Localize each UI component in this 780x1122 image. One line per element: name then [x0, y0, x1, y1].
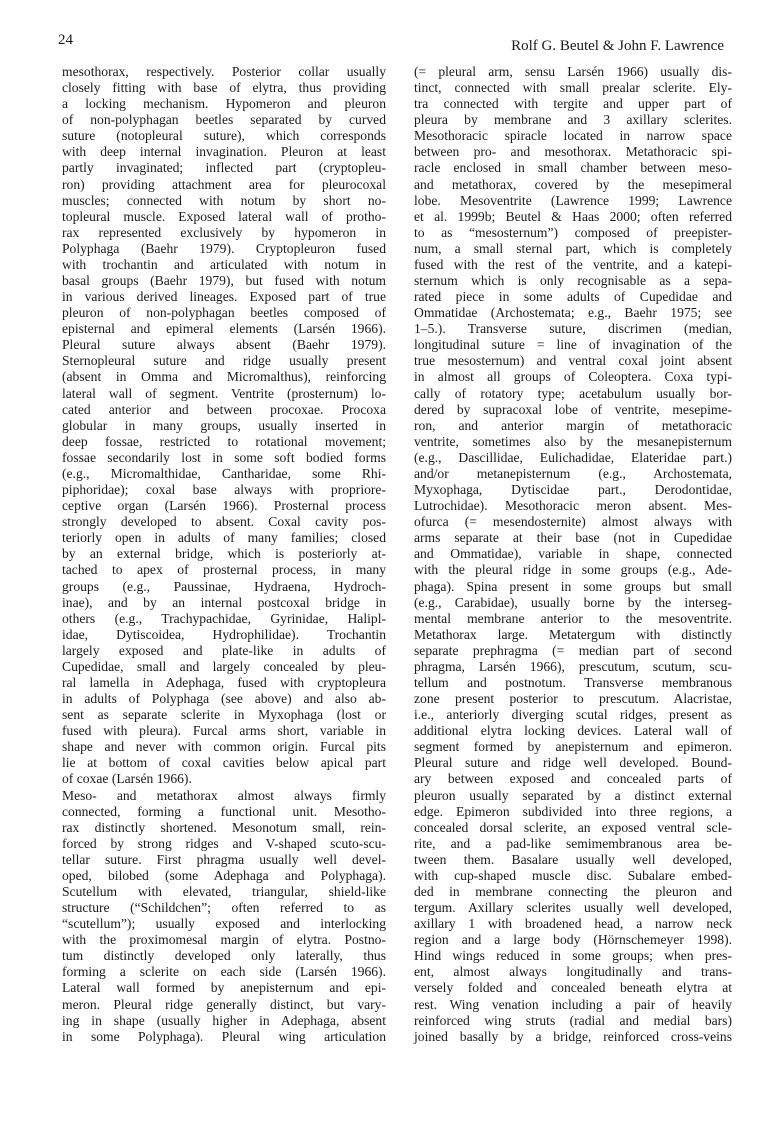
text-line: Cupedidae, small and largely concealed by pleu-: [62, 658, 386, 674]
text-line: sent as separate sclerite in Myxophaga (lost or: [62, 707, 386, 723]
text-line: forced by strong ridges and V-shaped scuto-scu-: [62, 835, 386, 851]
text-line: tinct, connected with small prealar sclerite. Ely-: [414, 80, 732, 96]
text-line: Scutellum with elevated, triangular, shield-like: [62, 883, 386, 899]
text-line: Meso- and metathorax almost always firmly: [62, 787, 386, 803]
text-line: fused with the rest of the ventrite, and a katepi-: [414, 256, 732, 272]
text-line: (e.g., Carabidae), usually borne by the interseg-: [414, 594, 732, 610]
page-number: 24: [58, 32, 73, 48]
text-line: Lutrochidae). Mesothoracic meron absent. Mes-: [414, 498, 732, 514]
text-line: pleuron usually separated by a distinct external: [414, 787, 732, 803]
text-line: sternum which is only recognisable as a sepa-: [414, 273, 732, 289]
text-line: tum distinctly developed only laterally, thus: [62, 948, 386, 964]
text-line: episternal and epimeral elements (Larsén 1966).: [62, 321, 386, 337]
text-line: to as “mesosternum”) composed of preepister-: [414, 224, 732, 240]
text-line: oped, bilobed (some Adephaga and Polyphaga).: [62, 867, 386, 883]
text-line: in various derived lineages. Exposed part of true: [62, 289, 386, 305]
text-line: (e.g., Dascillidae, Eulichadidae, Elateridae part.): [414, 449, 732, 465]
text-line: concealed dorsal sclerite, an exposed ventral scle-: [414, 819, 732, 835]
text-line: in some Polyphaga). Pleural wing articulation: [62, 1028, 386, 1044]
text-line: tra connected with tergite and upper part of: [414, 96, 732, 112]
text-line: tached to apex of prosternal process, in many: [62, 562, 386, 578]
text-line: ceptive organ (Larsén 1966). Prosternal process: [62, 498, 386, 514]
text-line: tellar suture. First phragma usually well devel-: [62, 851, 386, 867]
text-line: fossae secondarily lost in some soft bodied forms: [62, 449, 386, 465]
text-line: closely fitting with base of elytra, thus providing: [62, 80, 386, 96]
text-line: piphoridae); coxal base always with propriore-: [62, 482, 386, 498]
text-line: mental membrane anterior to the mesoventrite.: [414, 610, 732, 626]
right-column: [414, 64, 732, 1045]
text-line: in almost all groups of Coleoptera. Coxa typi-: [414, 369, 732, 385]
text-line: ventrite, sometimes also by the mesanepisternum: [414, 433, 732, 449]
text-line: pleura by membrane and 3 axillary sclerites.: [414, 112, 732, 128]
text-line: fused with pleura). Furcal arms short, variable in: [62, 723, 386, 739]
text-line: globular in many groups, usually inserted in: [62, 417, 386, 433]
text-line: mesothorax, respectively. Posterior collar usually: [62, 64, 386, 79]
text-line: ary between exposed and concealed parts of: [414, 771, 732, 787]
text-line: Sternopleural suture and ridge usually present: [62, 353, 386, 369]
text-line: reinforced wing struts (radial and medial bars): [414, 1012, 732, 1028]
text-line: Polyphaga (Baehr 1979). Cryptopleuron fused: [62, 240, 386, 256]
text-line: additional elytra locking devices. Lateral wall of: [414, 723, 732, 739]
text-line: rax distinctly shortened. Mesonotum small, rein-: [62, 819, 386, 835]
text-line: idae, Dytiscoidea, Hydrophilidae). Trochantin: [62, 626, 386, 642]
text-line: et al. 1999b; Beutel & Haas 2000; often referred: [414, 208, 732, 224]
text-line: longitudinal suture = line of invagination of the: [414, 337, 732, 353]
text-line: teriorly open in adults of many families; closed: [62, 530, 386, 546]
left-column: [62, 64, 386, 1045]
text-line: dered by supracoxal lobe of ventrite, mesepime-: [414, 401, 732, 417]
text-line: zone present posterior to prescutum. Alacristae,: [414, 691, 732, 707]
text-line: (absent in Omma and Micromalthus), reinforcing: [62, 369, 386, 385]
text-line: Mesothoracic spiracle located in narrow space: [414, 128, 732, 144]
text-line: of coxae (Larsén 1966).: [62, 771, 192, 787]
text-line: topleural muscle. Exposed lateral wall of protho-: [62, 208, 386, 224]
text-line: separate prephragma (= median part of second: [414, 642, 732, 658]
text-line: versely folded and concealed beneath elytra at: [414, 980, 732, 996]
text-line: edge. Epimeron subdivided into three regions, a: [414, 803, 732, 819]
text-line: Metathorax large. Metatergum with distinctly: [414, 626, 732, 642]
text-line: muscles; connected with notum by short no-: [62, 192, 386, 208]
text-line: cated anterior and between procoxae. Procoxa: [62, 401, 386, 417]
text-line: ral lamella in Adephaga, fused with cryptopleura: [62, 674, 386, 690]
text-line: ing in shape (usually higher in Adephaga, absent: [62, 1012, 386, 1028]
text-line: largely exposed and plate-like in adults of: [62, 642, 386, 658]
text-line: i.e., anteriorly diverging scutal ridges, present as: [414, 707, 732, 723]
text-line: by an external bridge, which is posteriorly at-: [62, 546, 386, 562]
text-line: between pro- and mesothorax. Metathoracic spi-: [414, 144, 732, 160]
text-line: with cup-shaped muscle disc. Subalare embed-: [414, 867, 732, 883]
text-line: groups (e.g., Paussinae, Hydraena, Hydroch-: [62, 578, 386, 594]
text-line: meron. Pleural ridge generally distinct, but vary-: [62, 996, 386, 1012]
text-line: Pleural suture always absent (Baehr 1979).: [62, 337, 386, 353]
text-line: Hind wings reduced in some groups; when pres-: [414, 948, 732, 964]
text-line: of non-polyphagan beetles separated by curved: [62, 112, 386, 128]
text-line: axillary 1 with broadened head, a narrow neck: [414, 916, 732, 932]
text-line: tergum. Axillary sclerites usually well developed,: [414, 900, 732, 916]
text-line: (e.g., Micromalthidae, Cantharidae, some Rhi-: [62, 465, 386, 481]
text-line: ron, and anterior margin of metathoracic: [414, 417, 732, 433]
text-line: region and a large body (Hörnschemeyer 1998).: [414, 932, 732, 948]
text-line: deep fossae, restricted to rotational movement;: [62, 433, 386, 449]
text-line: phaga). Spina present in some groups but small: [414, 578, 732, 594]
text-line: tween them. Basalare usually well developed,: [414, 851, 732, 867]
text-line: Lateral wall formed by anepisternum and epi-: [62, 980, 386, 996]
text-line: segment formed by anepisternum and epimeron.: [414, 739, 732, 755]
text-line: basal groups (Baehr 1979), but fused with notum: [62, 273, 386, 289]
text-line: ofurca (= mesendosternite) almost always with: [414, 514, 732, 530]
text-line: true mesosternum) and ventral coxal joint absent: [414, 353, 732, 369]
text-line: tellum and postnotum. Transverse membranous: [414, 674, 732, 690]
text-line: with the pleural ridge in some groups (e.g., Ade-: [414, 562, 732, 578]
text-line: strongly developed to absent. Coxal cavity pos-: [62, 514, 386, 530]
text-line: Ommatidae (Archostemata; e.g., Baehr 1975; see: [414, 305, 732, 321]
text-line: 1–5.). Transverse suture, discrimen (median,: [414, 321, 732, 337]
text-line: lie at bottom of coxal cavities below apical part: [62, 755, 386, 771]
text-line: ent, almost always longitudinally and trans-: [414, 964, 732, 980]
text-line: pleuron of non-polyphagan beetles composed of: [62, 305, 386, 321]
text-line: with the proximomesal margin of elytra. Postno-: [62, 932, 386, 948]
text-line: rated piece in some adults of Cupedidae and: [414, 289, 732, 305]
text-line: forming a sclerite on each side (Larsén 1966).: [62, 964, 386, 980]
text-line: ded in membrane connecting the pleuron and: [414, 883, 732, 899]
text-line: shape and never with common origin. Furcal pits: [62, 739, 386, 755]
text-line: structure (“Schildchen”; often referred to as: [62, 900, 386, 916]
text-line: cally of rotatory type; acetabulum usually bor-: [414, 385, 732, 401]
text-line: others (e.g., Trachypachidae, Gyrinidae, Halipl-: [62, 610, 386, 626]
text-line: arms separate at their base (not in Cupedidae: [414, 530, 732, 546]
text-line: lateral wall of segment. Ventrite (prosternum) lo-: [62, 385, 386, 401]
text-line: and/or metanepisternum (e.g., Archostemata,: [414, 465, 732, 481]
text-line: racle enclosed in small chamber between meso-: [414, 160, 732, 176]
text-line: num, a small sternal part, which is completely: [414, 240, 732, 256]
text-line: partly invaginated; inflected part (cryptopleu-: [62, 160, 386, 176]
text-line: suture (notopleural suture), which corresponds: [62, 128, 386, 144]
text-line: (= pleural arm, sensu Larsén 1966) usually dis-: [414, 64, 732, 79]
text-line: inae), and by an internal postcoxal bridge in: [62, 594, 386, 610]
text-line: a locking mechanism. Hypomeron and pleuron: [62, 96, 386, 112]
text-line: Pleural suture and ridge well developed. Bound-: [414, 755, 732, 771]
text-line: with deep internal invagination. Pleuron at least: [62, 144, 386, 160]
text-line: in adults of Polyphaga (see above) and also ab-: [62, 691, 386, 707]
text-line: rest. Wing venation including a pair of heavily: [414, 996, 732, 1012]
text-line: “scutellum”); usually exposed and interlocking: [62, 916, 386, 932]
text-line: ron) providing attachment area for pleurocoxal: [62, 176, 386, 192]
text-line: joined basally by a bridge, reinforced cross-veins: [414, 1028, 732, 1044]
text-line: rax represented exclusively by hypomeron in: [62, 224, 386, 240]
text-line: and metathorax, covered by the mesepimeral: [414, 176, 732, 192]
text-line: with trochantin and articulated with notum in: [62, 256, 386, 272]
text-line: connected, forming a functional unit. Mesotho-: [62, 803, 386, 819]
text-line: Myxophaga, Dytiscidae part., Derodontidae,: [414, 482, 732, 498]
running-head: Rolf G. Beutel & John F. Lawrence: [511, 38, 724, 54]
text-line: lobe. Mesoventrite (Lawrence 1999; Lawrence: [414, 192, 732, 208]
text-line: rite, and a pad-like semimembranous area be-: [414, 835, 732, 851]
text-line: phragma, Larsén 1966), prescutum, scutum, scu-: [414, 658, 732, 674]
text-line: and Ommatidae), variable in shape, connected: [414, 546, 732, 562]
